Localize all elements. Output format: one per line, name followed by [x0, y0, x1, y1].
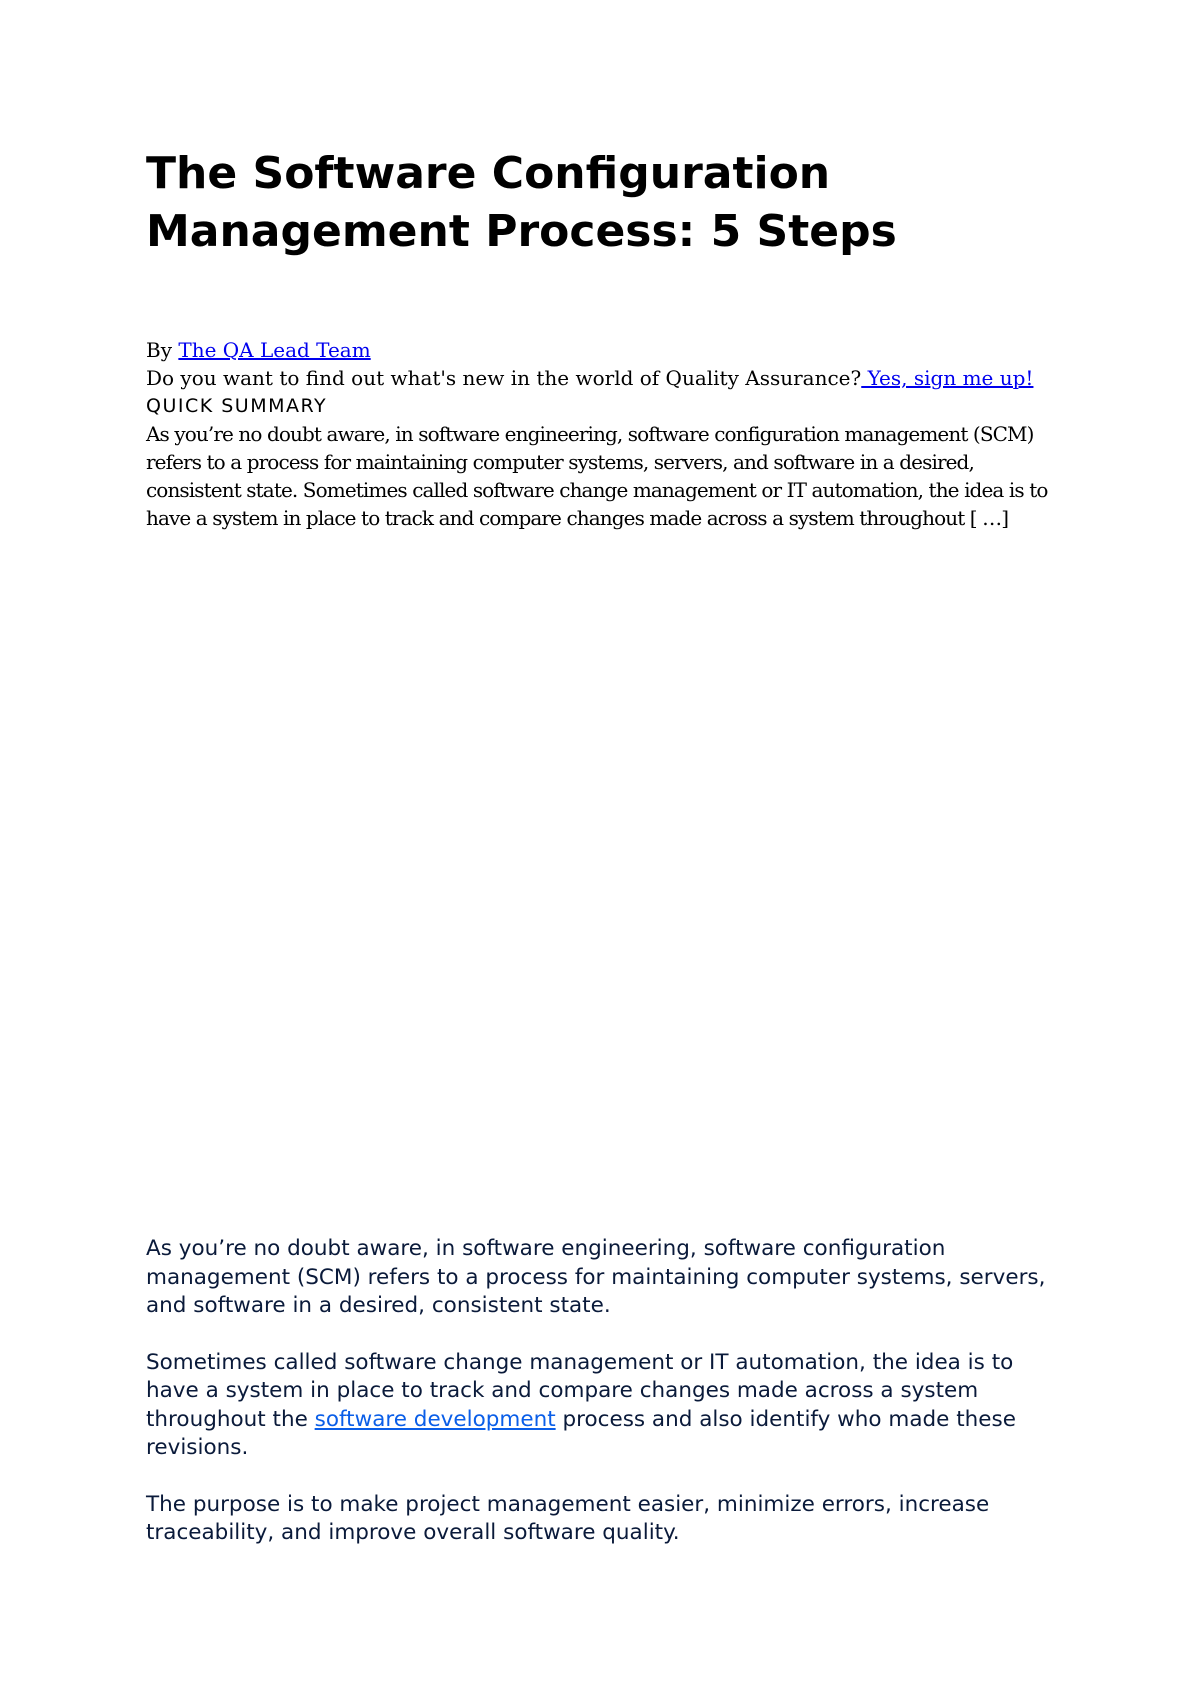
page-title: The Software Configuration Management Process: 5 Steps	[146, 148, 897, 257]
quick-summary-label: QUICK SUMMARY	[146, 395, 328, 417]
body-paragraph-2	[146, 1349, 1066, 1463]
body-paragraph-2-start: Sometimes called software change management or IT automation, the idea is to have a system in place to track and compare changes made across a system throughout the	[146, 1349, 1014, 1432]
article-body	[146, 1235, 1066, 1576]
software-development-link[interactable]: software development	[314, 1406, 556, 1432]
author-link[interactable]: The QA Lead Team	[178, 338, 371, 362]
body-paragraph-1: As you’re no doubt aware, in software engineering, software configuration management (SCM) refers to a process for maintaining computer systems, servers, and software in a desired, consistent state.	[146, 1236, 1046, 1318]
body-paragraph-3: The purpose is to make project management easier, minimize errors, increase traceability, and improve overall software quality.	[146, 1491, 990, 1545]
newsletter-question: Do you want to find out what's new in the world of Quality Assurance?	[146, 366, 862, 390]
newsletter-prompt	[146, 364, 1066, 392]
body-paragraph-2-end: process and also identify who made these revisions.	[146, 1406, 1016, 1460]
signup-link[interactable]: Yes, sign me up!	[861, 366, 1034, 390]
summary-excerpt: As you’re no doubt aware, in software engineering, software configuration management (SCM) refers to a process for maintaining computer systems, servers, and software in a desired, consistent state. Sometimes called software change management or IT automation, the idea is to have a system in place to track and compare changes made across a system throughout [ …]	[146, 422, 1048, 530]
article-meta	[146, 336, 1066, 532]
byline-prefix: By	[146, 338, 179, 362]
byline	[146, 336, 1066, 364]
